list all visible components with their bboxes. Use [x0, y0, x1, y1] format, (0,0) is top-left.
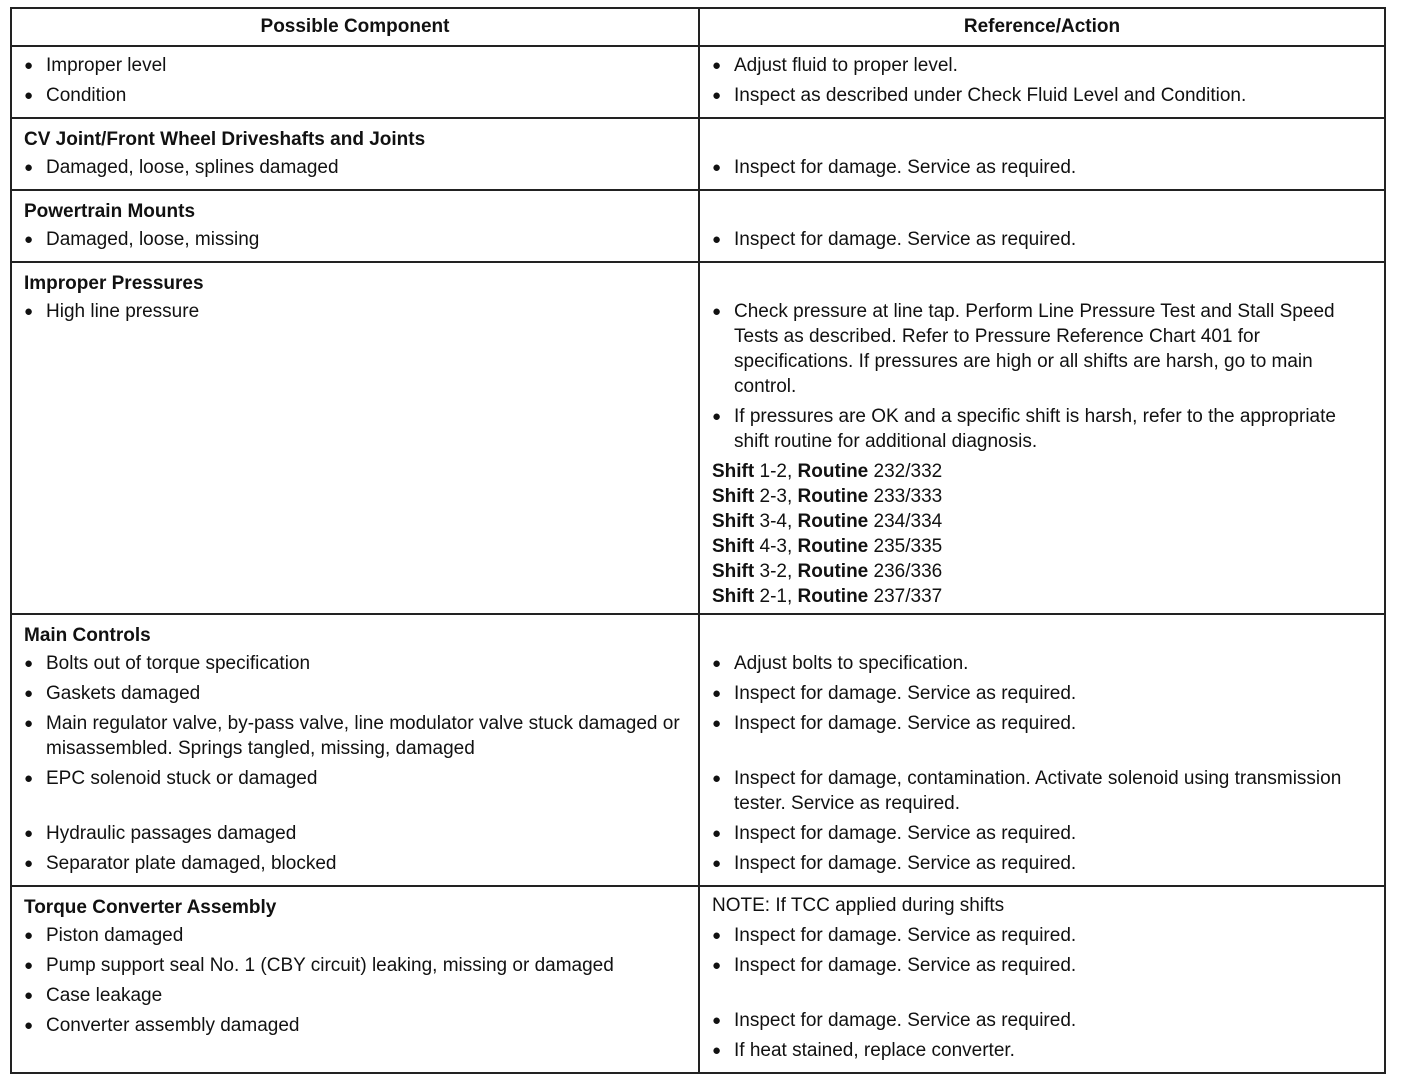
action-cell — [700, 887, 1384, 1072]
bullet-icon: ● — [712, 715, 722, 732]
table-header-row — [11, 8, 1385, 46]
table-row — [11, 262, 1385, 614]
bullet-icon: ● — [712, 57, 722, 74]
component-cell — [12, 47, 698, 117]
bullet-icon: ● — [712, 1042, 722, 1059]
shift-routine: Shift 3-4, Routine 234/334 — [712, 511, 943, 532]
list-item: ● Inspect for damage. Service as required. — [712, 853, 1077, 874]
action-cell — [700, 263, 1384, 613]
list-item: ● Improper level — [24, 55, 167, 76]
bullet-icon: ● — [24, 957, 34, 974]
list-item: ● Inspect for damage. Service as required. — [712, 955, 1077, 976]
bullet-icon: ● — [24, 927, 34, 944]
bullet-icon: ● — [712, 303, 722, 320]
component-cell — [12, 887, 698, 1047]
table-row — [11, 118, 1385, 190]
bullet-icon: ● — [712, 855, 722, 872]
table-row — [11, 46, 1385, 118]
bullet-icon: ● — [712, 825, 722, 842]
bullet-icon: ● — [712, 770, 722, 787]
shift-routine-list — [712, 459, 1372, 609]
list-item: ● Hydraulic passages damaged — [24, 823, 297, 844]
bullet-icon: ● — [24, 159, 34, 176]
action-cell — [700, 119, 1384, 189]
list-item: ● Inspect for damage. Service as required. — [712, 1010, 1077, 1031]
bullet-icon: ● — [24, 57, 34, 74]
bullet-icon: ● — [712, 655, 722, 672]
bullet-icon: ● — [24, 987, 34, 1004]
list-item: ● If heat stained, replace converter. — [712, 1040, 1015, 1061]
shift-routine: Shift 1-2, Routine 232/332 — [712, 461, 943, 482]
list-item: ● Damaged, loose, missing — [24, 229, 260, 250]
table-row — [11, 614, 1385, 886]
component-cell — [12, 263, 698, 333]
section-title: Improper Pressures — [24, 273, 204, 294]
shift-routine: Shift 3-2, Routine 236/336 — [712, 561, 943, 582]
action-cell — [700, 191, 1384, 261]
component-cell — [12, 615, 698, 885]
action-cell — [700, 47, 1384, 117]
shift-routine: Shift 2-3, Routine 233/333 — [712, 486, 943, 507]
list-item: ● Piston damaged — [24, 925, 184, 946]
list-item: ● Converter assembly damaged — [24, 1015, 300, 1036]
shift-routine: Shift 4-3, Routine 235/335 — [712, 536, 943, 557]
list-item: ● Pump support seal No. 1 (CBY circuit) leaking, missing or damaged — [24, 955, 614, 976]
bullet-icon: ● — [24, 770, 34, 787]
bullet-icon: ● — [24, 231, 34, 248]
bullet-icon: ● — [712, 685, 722, 702]
list-item: ● Inspect as described under Check Fluid Level and Condition. — [712, 85, 1247, 106]
section-title: Powertrain Mounts — [24, 201, 196, 222]
list-item: ● Adjust fluid to proper level. — [712, 55, 958, 76]
list-item: ● Main regulator valve, by-pass valve, line modulator valve stuck damaged or misassembled. Springs tangled, missing, damaged — [24, 713, 680, 759]
header-component: Possible Component — [11, 8, 699, 46]
diagnosis-table — [10, 7, 1386, 1074]
list-item: ● Inspect for damage. Service as required. — [712, 157, 1077, 178]
list-item: ● Adjust bolts to specification. — [712, 653, 969, 674]
list-item: ● Case leakage — [24, 985, 163, 1006]
bullet-icon: ● — [24, 87, 34, 104]
list-item: ● Inspect for damage, contamination. Activate solenoid using transmission tester. Service as required. — [712, 768, 1342, 814]
bullet-icon: ● — [712, 87, 722, 104]
bullet-icon: ● — [712, 408, 722, 425]
list-item: ● Bolts out of torque specification — [24, 653, 311, 674]
list-item: ● Separator plate damaged, blocked — [24, 853, 337, 874]
bullet-icon: ● — [712, 957, 722, 974]
list-item: ● EPC solenoid stuck or damaged — [24, 768, 318, 789]
list-item: ● Check pressure at line tap. Perform Line Pressure Test and Stall Speed Tests as described. Refer to Pressure Reference Chart 401 for specifications. If pressures are high or all shifts are harsh, go to main control. — [712, 301, 1335, 397]
bullet-icon: ● — [24, 303, 34, 320]
shift-routine: Shift 2-1, Routine 237/337 — [712, 586, 943, 607]
action-cell — [700, 615, 1384, 885]
table-row — [11, 190, 1385, 262]
section-title: Torque Converter Assembly — [24, 897, 277, 918]
list-item: ● Inspect for damage. Service as required. — [712, 925, 1077, 946]
note-text: NOTE: If TCC applied during shifts — [712, 895, 1005, 916]
list-item: ● Inspect for damage. Service as required. — [712, 713, 1077, 734]
section-title: CV Joint/Front Wheel Driveshafts and Joints — [24, 129, 426, 150]
bullet-icon: ● — [24, 685, 34, 702]
bullet-icon: ● — [24, 655, 34, 672]
header-action: Reference/Action — [699, 8, 1385, 46]
bullet-icon: ● — [712, 927, 722, 944]
list-item: ● High line pressure — [24, 301, 200, 322]
list-item: ● Condition — [24, 85, 127, 106]
list-item: ● Gaskets damaged — [24, 683, 201, 704]
list-item: ● Inspect for damage. Service as required. — [712, 229, 1077, 250]
component-cell — [12, 191, 698, 261]
bullet-icon: ● — [24, 715, 34, 732]
section-title: Main Controls — [24, 625, 151, 646]
list-item: ● If pressures are OK and a specific shift is harsh, refer to the appropriate shift routine for additional diagnosis. — [712, 406, 1336, 452]
bullet-icon: ● — [24, 1017, 34, 1034]
list-item: ● Damaged, loose, splines damaged — [24, 157, 339, 178]
bullet-icon: ● — [24, 825, 34, 842]
list-item: ● Inspect for damage. Service as required. — [712, 683, 1077, 704]
list-item: ● Inspect for damage. Service as required. — [712, 823, 1077, 844]
bullet-icon: ● — [712, 231, 722, 248]
bullet-icon: ● — [712, 159, 722, 176]
table-row — [11, 886, 1385, 1073]
component-cell — [12, 119, 698, 189]
bullet-icon: ● — [24, 855, 34, 872]
bullet-icon: ● — [712, 1012, 722, 1029]
